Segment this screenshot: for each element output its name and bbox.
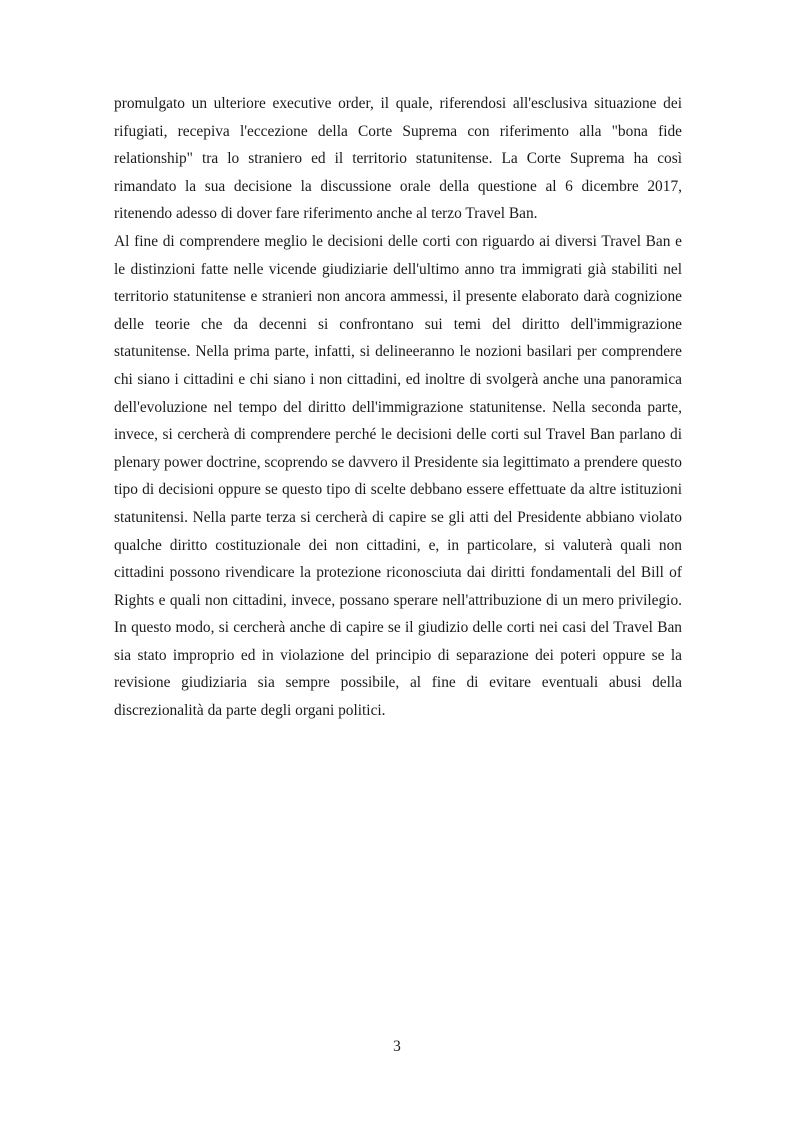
page-number: 3 xyxy=(393,1038,401,1055)
paragraph-continuation: promulgato un ulteriore executive order, il quale, riferendosi all'esclusiva situazione dei rifugiati, recepiva l'eccezione della Corte Suprema con riferimento alla "bona fide relationship" tra lo straniero ed il territorio statunitense. La Corte Suprema ha così rimandato la sua decisione la discussione orale della questione al 6 dicembre 2017, ritenendo adesso di dover fare riferimento anche al terzo Travel Ban. xyxy=(114,95,682,223)
body-text xyxy=(114,90,682,725)
paragraph-thesis-outline: Al fine di comprendere meglio le decisioni delle corti con riguardo ai diversi Travel Ban e le distinzioni fatte nelle vicende giudiziarie dell'ultimo anno tra immigrati già stabiliti nel territorio statunitense e stranieri non ancora ammessi, il presente elaborato darà cognizione delle teorie che da decenni si confrontano sui temi del diritto dell'immigrazione statunitense. Nella prima parte, infatti, si delineeranno le nozioni basilari per comprendere chi siano i cittadini e chi siano i non cittadini, ed inoltre di svolgerà anche una panoramica dell'evoluzione nel tempo del diritto dell'immigrazione statunitense. Nella seconda parte, invece, si cercherà di comprendere perché le decisioni delle corti sul Travel Ban parlano di plenary power doctrine, scoprendo se davvero il Presidente sia legittimato a prendere questo tipo di decisioni oppure se questo tipo di scelte debbano essere effettuate da altre istituzioni statunitensi. Nella parte terza si cercherà di capire se gli atti del Presidente abbiano violato qualche diritto costituzionale dei non cittadini, e, in particolare, si valuterà quali non cittadini possono rivendicare la protezione riconosciuta dai diritti fondamentali del Bill of Rights e quali non cittadini, invece, possano sperare nell'attribuzione di un mero privilegio. In questo modo, si cercherà anche di capire se il giudizio delle corti nei casi del Travel Ban sia stato improprio ed in violazione del principio di separazione dei poteri oppure se la revisione giudiziaria sia sempre possibile, al fine di evitare eventuali abusi della discrezionalità da parte degli organi politici. xyxy=(114,232,682,720)
